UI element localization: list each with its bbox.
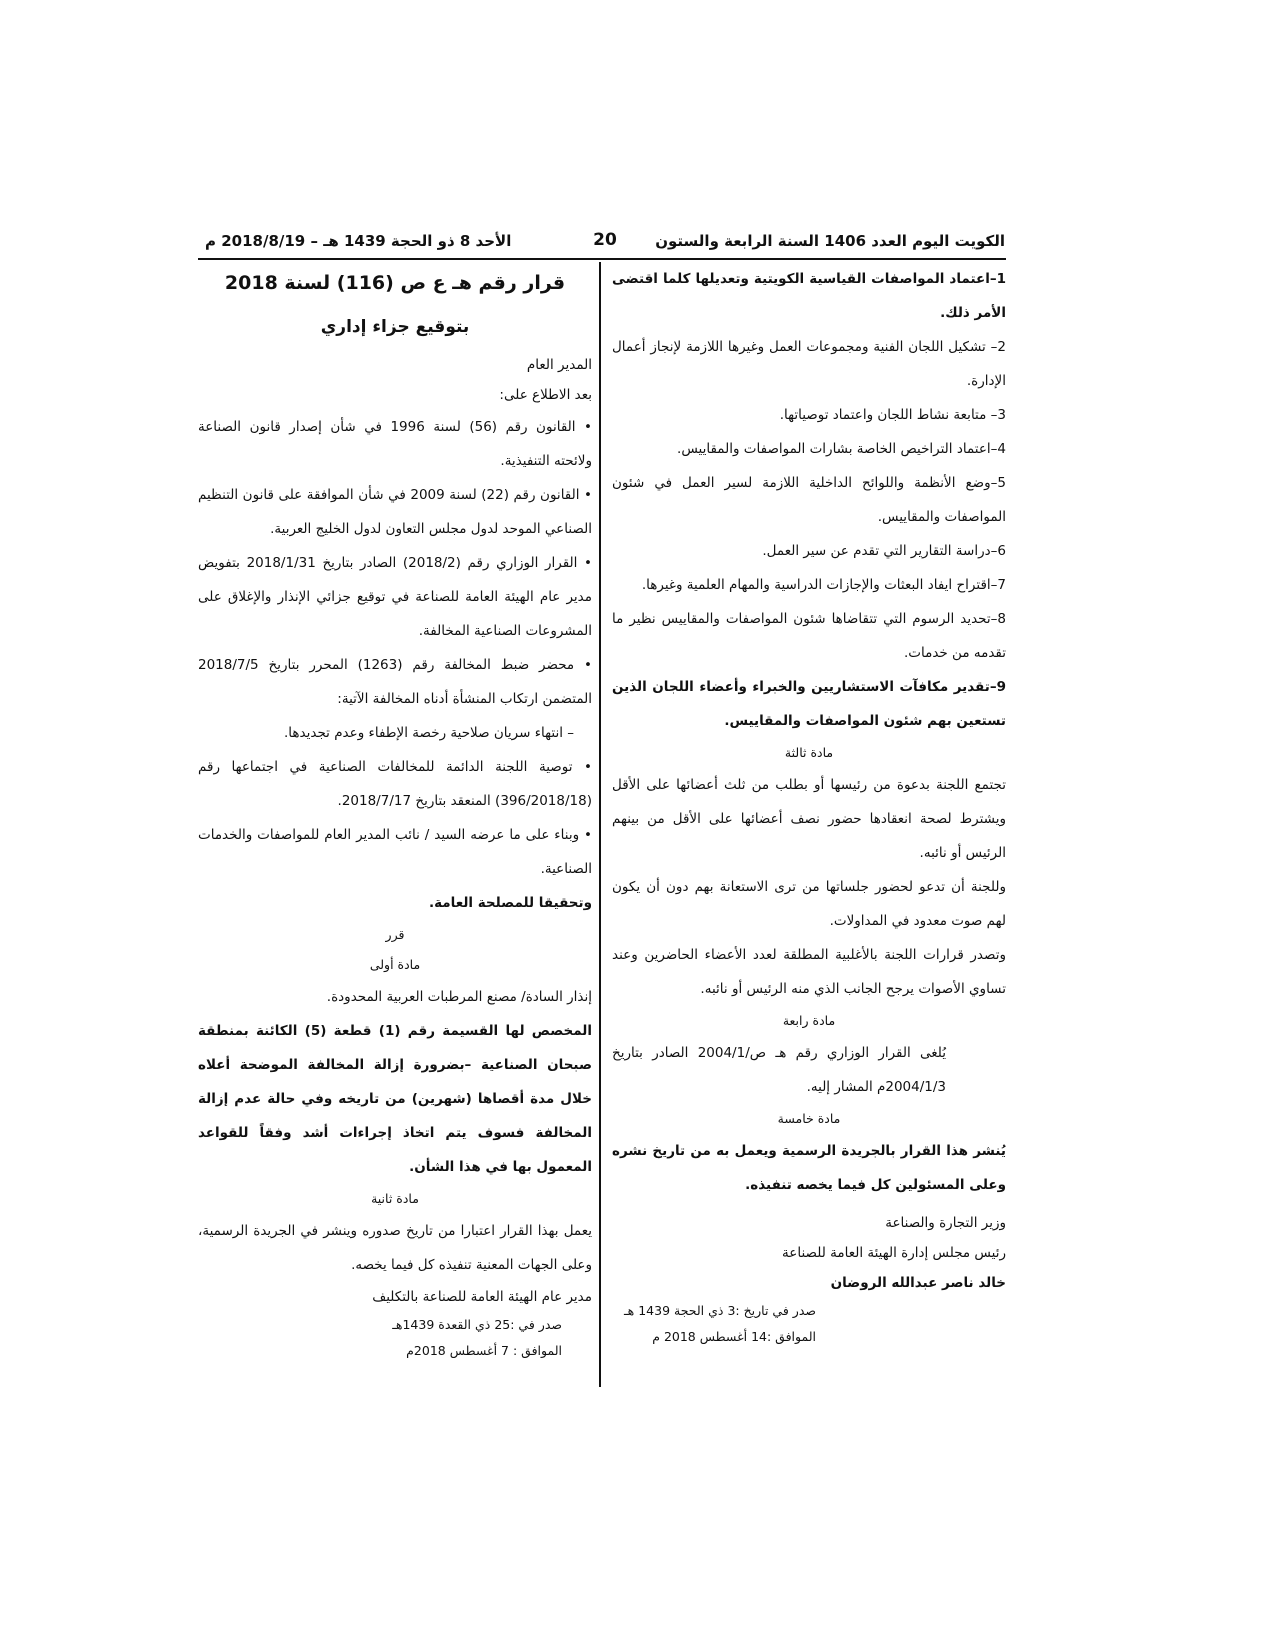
column-divider [599,262,601,1387]
paragraph: يُلغى القرار الوزاري رقم هـ ص/2004/1 الصادر بتاريخ 2004/1/3م المشار إليه. [612,1045,946,1095]
paragraph: 1–اعتماد المواصفات القياسية الكويتية وتعديلها كلما اقتضى الأمر ذلك. [612,271,1006,321]
paragraph: 6–دراسة التقارير التي تقدم عن سير العمل. [762,543,1006,559]
bullet-item: • القرار الوزاري رقم (2018/2) الصادر بتاريخ 2018/1/31 بتفويض مدير عام الهيئة العامة للصناعة في توقيع جزائي الإنذار والإغلاق على المشروعات الصناعية المخالفة. [198,555,592,639]
issue-date-hijri: صدر في :25 ذي القعدة 1439هـ [392,1317,562,1332]
article-4-title: مادة رابعة [782,1013,836,1028]
issuer: المدير العام [526,357,592,373]
bullet-subitem: – انتهاء سريان صلاحية رخصة الإطفاء وعدم تجديدها. [283,725,574,741]
paragraph: 7–اقتراح ايفاد البعثات والإجازات الدراسية والمهام العلمية وغيرها. [641,577,1006,593]
article-2-title: مادة ثانية [371,1191,419,1206]
paragraph: المخصص لها القسيمة رقم (1) قطعة (5) الكائنة بمنطقة صبحان الصناعية –بضرورة إزالة المخالفة الموضحة أعلاه خلال مدة أقصاها (شهرين) من تاريخه وفي حالة عدم إزالة المخالفة فسوف يتم اتخاذ إجراءات أشد وفقاً للقواعد المعمول بها في هذا الشأن. [198,1023,592,1175]
issue-date-gregorian: الموافق : 7 أغسطس 2018م [406,1343,562,1358]
gazette-issue-info: الكويت اليوم العدد 1406 السنة الرابعة والستون [655,232,1005,250]
signature-title: رئيس مجلس إدارة الهيئة العامة للصناعة [782,1245,1006,1261]
paragraph: 8–تحديد الرسوم التي تتقاضاها شئون المواصفات والمقاييس نظير ما تقدمه من خدمات. [612,611,1006,661]
right-column [612,262,1006,1350]
bullet-item: • القانون رقم (22) لسنة 2009 في شأن الموافقة على قانون التنظيم الصناعي الموحد لدول مجلس التعاون لدول الخليج العربية. [198,487,593,537]
signature-title: مدير عام الهيئة العامة للصناعة بالتكليف [372,1289,592,1305]
paragraph: تجتمع اللجنة بدعوة من رئيسها أو بطلب من ثلث أعضائها على الأقل ويشترط لصحة انعقادها حضور نصف أعضائها على الأقل من بينهم الرئيس أو نائبه. [612,777,1006,861]
signature-name: خالد ناصر عبدالله الروضان [830,1275,1006,1291]
issue-date-hijri: صدر في تاريخ :3 ذي الحجة 1439 هـ [623,1303,816,1318]
decided-label: قرر [385,927,405,942]
paragraph: يعمل بهذا القرار اعتبارا من تاريخ صدوره وينشر في الجريدة الرسمية، وعلى الجهات المعنية تنفيذه كل فيما يخصه. [198,1223,592,1273]
preamble: بعد الاطلاع على: [499,387,592,403]
bullet-item: • محضر ضبط المخالفة رقم (1263) المحرر بتاريخ 2018/7/5 المتضمن ارتكاب المنشأة أدناه المخالفة الآتية: [198,657,592,707]
paragraph: 5–وضع الأنظمة واللوائح الداخلية اللازمة لسير العمل في شئون المواصفات والمقاييس. [612,475,1006,525]
paragraph: 3– متابعة نشاط اللجان واعتماد توصياتها. [779,407,1006,423]
closing-line: وتحقيقا للمصلحة العامة. [428,895,592,911]
paragraph: 2– تشكيل اللجان الفنية ومجموعات العمل وغيرها اللازمة لإنجاز أعمال الإدارة. [612,339,1006,389]
signature-title: وزير التجارة والصناعة [885,1215,1006,1231]
decision-title: قرار رقم هـ ع ص (116) لسنة 2018 [224,272,566,294]
paragraph: 4–اعتماد التراخيص الخاصة بشارات المواصفات والمقاييس. [677,441,1006,457]
decision-subtitle: بتوقيع جزاء إداري [320,317,470,337]
header-rule [198,258,1006,260]
bullet-item: • وبناء على ما عرضه السيد / نائب المدير العام للمواصفات والخدمات الصناعية. [198,827,592,877]
paragraph: وللجنة أن تدعو لحضور جلساتها من ترى الاستعانة بهم دون أن يكون لهم صوت معدود في المداولات. [612,879,1006,929]
article-5-title: مادة خامسة [777,1111,841,1126]
paragraph: إنذار السادة/ مصنع المرطبات العربية المحدودة. [326,989,592,1005]
paragraph: وتصدر قرارات اللجنة بالأغلبية المطلقة لعدد الأعضاء الحاضرين وعند تساوي الأصوات يرجح الجانب الذي منه الرئيس أو نائبه. [612,947,1006,997]
paragraph: 9–تقدير مكافآت الاستشاريين والخبراء وأعضاء اللجان الذين تستعين بهم شئون المواصفات والمقاييس. [612,679,1006,729]
page-number: 20 [593,230,617,250]
bullet-item: • القانون رقم (56) لسنة 1996 في شأن إصدار قانون الصناعة ولائحته التنفيذية. [198,419,592,469]
issue-date-gregorian: الموافق :14 أغسطس 2018 م [652,1329,816,1344]
bullet-item: • توصية اللجنة الدائمة للمخالفات الصناعية في اجتماعها رقم (396/2018/18) المنعقد بتاريخ 2018/7/17. [198,759,592,809]
article-1-title: مادة أولى [369,957,421,972]
article-3-title: مادة ثالثة [784,745,834,760]
page-header [205,232,1005,256]
paragraph: يُنشر هذا القرار بالجريدة الرسمية ويعمل به من تاريخ نشره وعلى المسئولين كل فيما يخصه تنفيذه. [612,1143,1006,1193]
issue-date: الأحد 8 ذو الحجة 1439 هـ – 2018/8/19 م [205,232,512,250]
left-column [198,262,592,1364]
